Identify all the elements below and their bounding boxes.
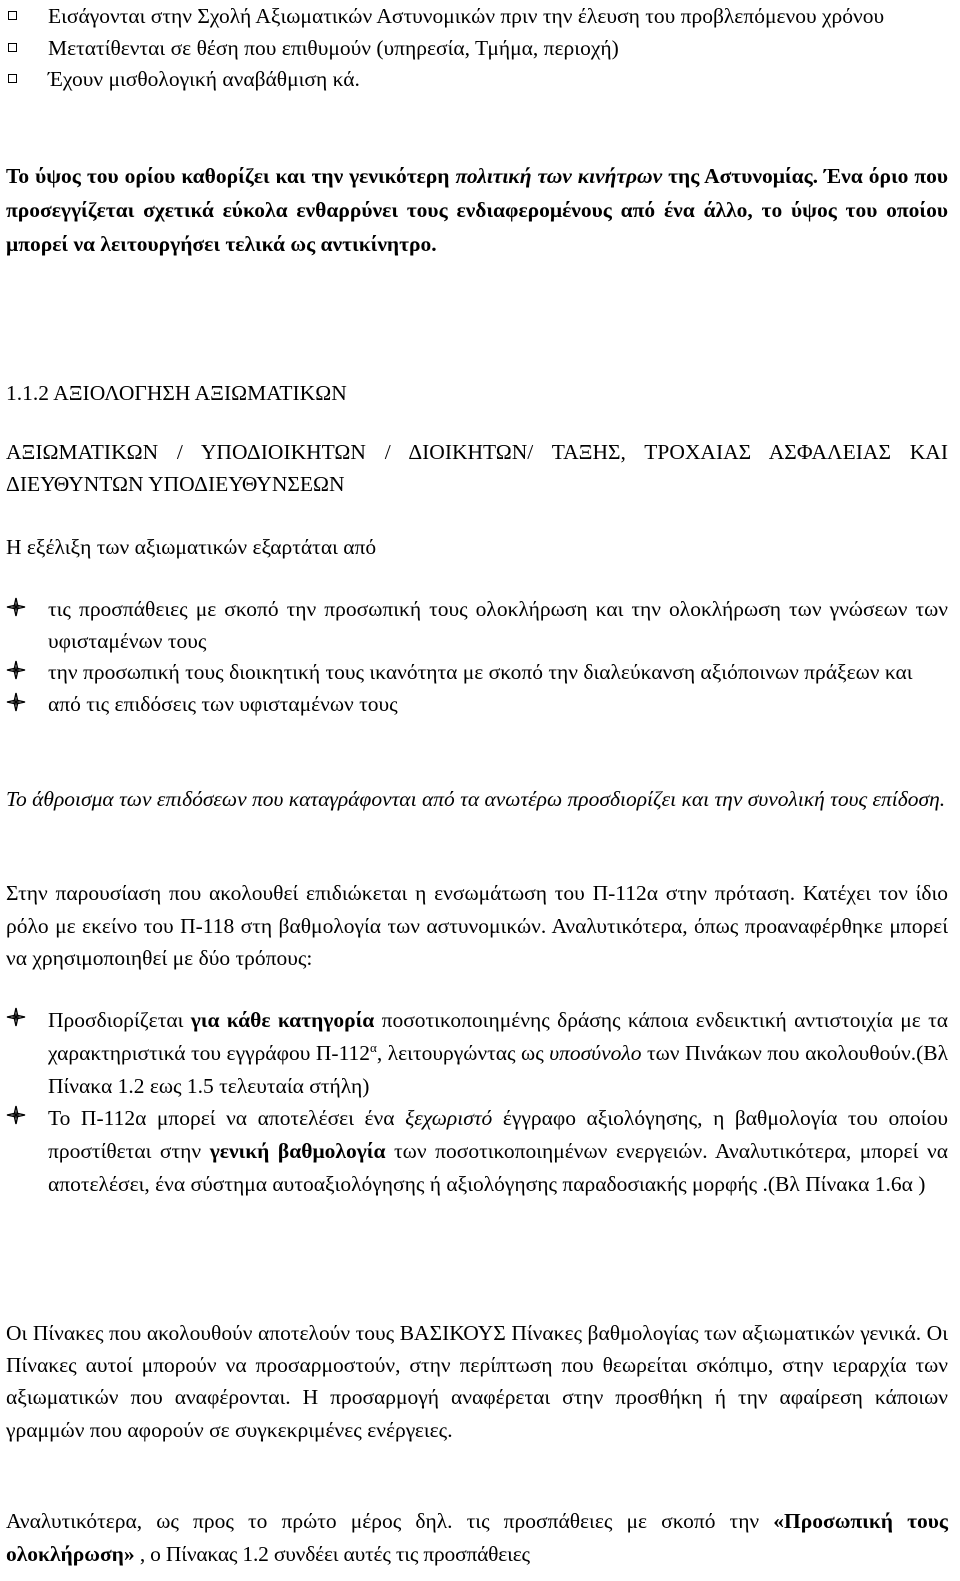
dependency-list <box>6 594 948 720</box>
sum-note: Το άθροισμα των επιδόσεων που καταγράφονται από τα ανωτέρω προσδιορίζει και την συνολική τους επίδοση. <box>6 787 946 811</box>
list-item: Έχουν μισθολογική αναβάθμιση κά. <box>6 64 948 96</box>
threshold-paragraph: Το ύψος του ορίου καθορίζει και την γενικότερη πολιτική των κινήτρων της Αστυνομίας. Ένα όριο που προσεγγίζεται σχετικά εύκολα ενθαρρύνει τους ενδιαφερομένους από ένα άλλο, το ύψος του οποίου μπορεί να λειτουργήσει τελικά ως αντικίνητρο. <box>6 164 949 256</box>
list-item: τις προσπάθειες με σκοπό την προσωπική τους ολοκλήρωση και την ολοκλήρωση των γνώσεων των υφισταμένων τους <box>6 594 948 657</box>
square-bullet-icon <box>8 74 17 83</box>
diamond-star-bullet-icon <box>6 597 26 617</box>
tables-paragraph: Οι Πίνακες που ακολουθούν αποτελούν τους ΒΑΣΙΚΟΥΣ Πίνακες βαθμολογίας των αξιωματικών γενικά. Οι Πίνακες αυτοί μπορούν να προσαρμοστούν, στην περίπτωση που θεωρείται σκόπιμο, στην ιεραρχία των αξιωματικών που αναφέρονται. Η προσαρμογή αναφέρεται στην προσθήκη ή την αφαίρεση κάποιων γραμμών που αφορούν σε συγκεκριμένες ενέργειες. <box>6 1321 948 1442</box>
benefits-list <box>6 1 948 96</box>
diamond-star-bullet-icon <box>6 1105 26 1125</box>
list-item: Εισάγονται στην Σχολή Αξιωματικών Αστυνομικών πριν την έλευση του προβλεπόμενου χρόνου <box>6 1 948 33</box>
presentation-paragraph: Στην παρουσίαση που ακολουθεί επιδιώκεται η ενσωμάτωση του Π-112α στην πρόταση. Κατέχει τον ίδιο ρόλο με εκείνο του Π-118 στη βαθμολογία των αστυνομικών. Αναλυτικότερα, όπως προαναφέρθηκε μπορεί να χρησιμοποιηθεί με δύο τρόπους: <box>6 881 948 970</box>
list-item: Μετατίθενται σε θέση που επιθυμούν (υπηρεσία, Τμήμα, περιοχή) <box>6 33 948 65</box>
square-bullet-icon <box>8 43 17 52</box>
diamond-star-bullet-icon <box>6 692 26 712</box>
intro-text: Η εξέλιξη των αξιωματικών εξαρτάται από <box>6 535 377 559</box>
section-heading: 1.1.2 ΑΞΙΟΛΟΓΗΣΗ ΑΞΙΩΜΑΤΙΚΩΝ <box>6 381 347 405</box>
diamond-star-bullet-icon <box>6 660 26 680</box>
list-item: Προσδιορίζεται για κάθε κατηγορία ποσοτικοποιημένης δράσης κάποια ενδεικτική αντιστοιχία με τα χαρακτηριστικά του εγγράφου $\Pi-112^\alpha$, λειτουργώντας ως υποσύνολο των Πινάκων που ακολουθούν.(Βλ Πίνακα 1.2 εως 1.5 τελευταία στήλη) <box>6 1004 948 1102</box>
list-item: την προσωπική τους διοικητική τους ικανότητα με σκοπό την διαλεύκανση αξιόποινων πράξεων και <box>6 657 948 689</box>
section-subheading: ΑΞΙΩΜΑΤΙΚΩΝ / ΥΠΟΔΙΟΙΚΗΤΩΝ / ΔΙΟΙΚΗΤΩΝ/ ΤΑΞΗΣ, ΤΡΟΧΑΙΑΣ ΑΣΦΑΛΕΙΑΣ ΚΑΙ ΔΙΕΥΘΥΝΤΩΝ ΥΠΟΔΙΕΥΘΥΝΣΕΩΝ <box>6 440 948 496</box>
diamond-star-bullet-icon <box>6 1007 26 1027</box>
closing-paragraph: Αναλυτικότερα, ως προς το πρώτο μέρος δηλ. τις προσπάθειες με σκοπό την «Προσωπική τους ολοκλήρωση» , ο Πίνακας 1.2 συνδέει αυτές τις προσπάθειες <box>6 1509 948 1566</box>
list-item: Το Π-112α μπορεί να αποτελέσει ένα ξεχωριστό έγγραφο αξιολόγησης, η βαθμολογία του οποίου προστίθεται στην γενική βαθμολογία των ποσοτικοποιημένων ενεργειών. Αναλυτικότερα, μπορεί να αποτελέσει, ένα σύστημα αυτοαξιολόγησης ή αξιολόγησης παραδοσιακής μορφής .(Βλ Πίνακα 1.6α ) <box>6 1102 948 1200</box>
square-bullet-icon <box>8 11 17 20</box>
list-item: από τις επιδόσεις των υφισταμένων τους <box>6 689 948 721</box>
usage-ways-list <box>6 1004 948 1201</box>
